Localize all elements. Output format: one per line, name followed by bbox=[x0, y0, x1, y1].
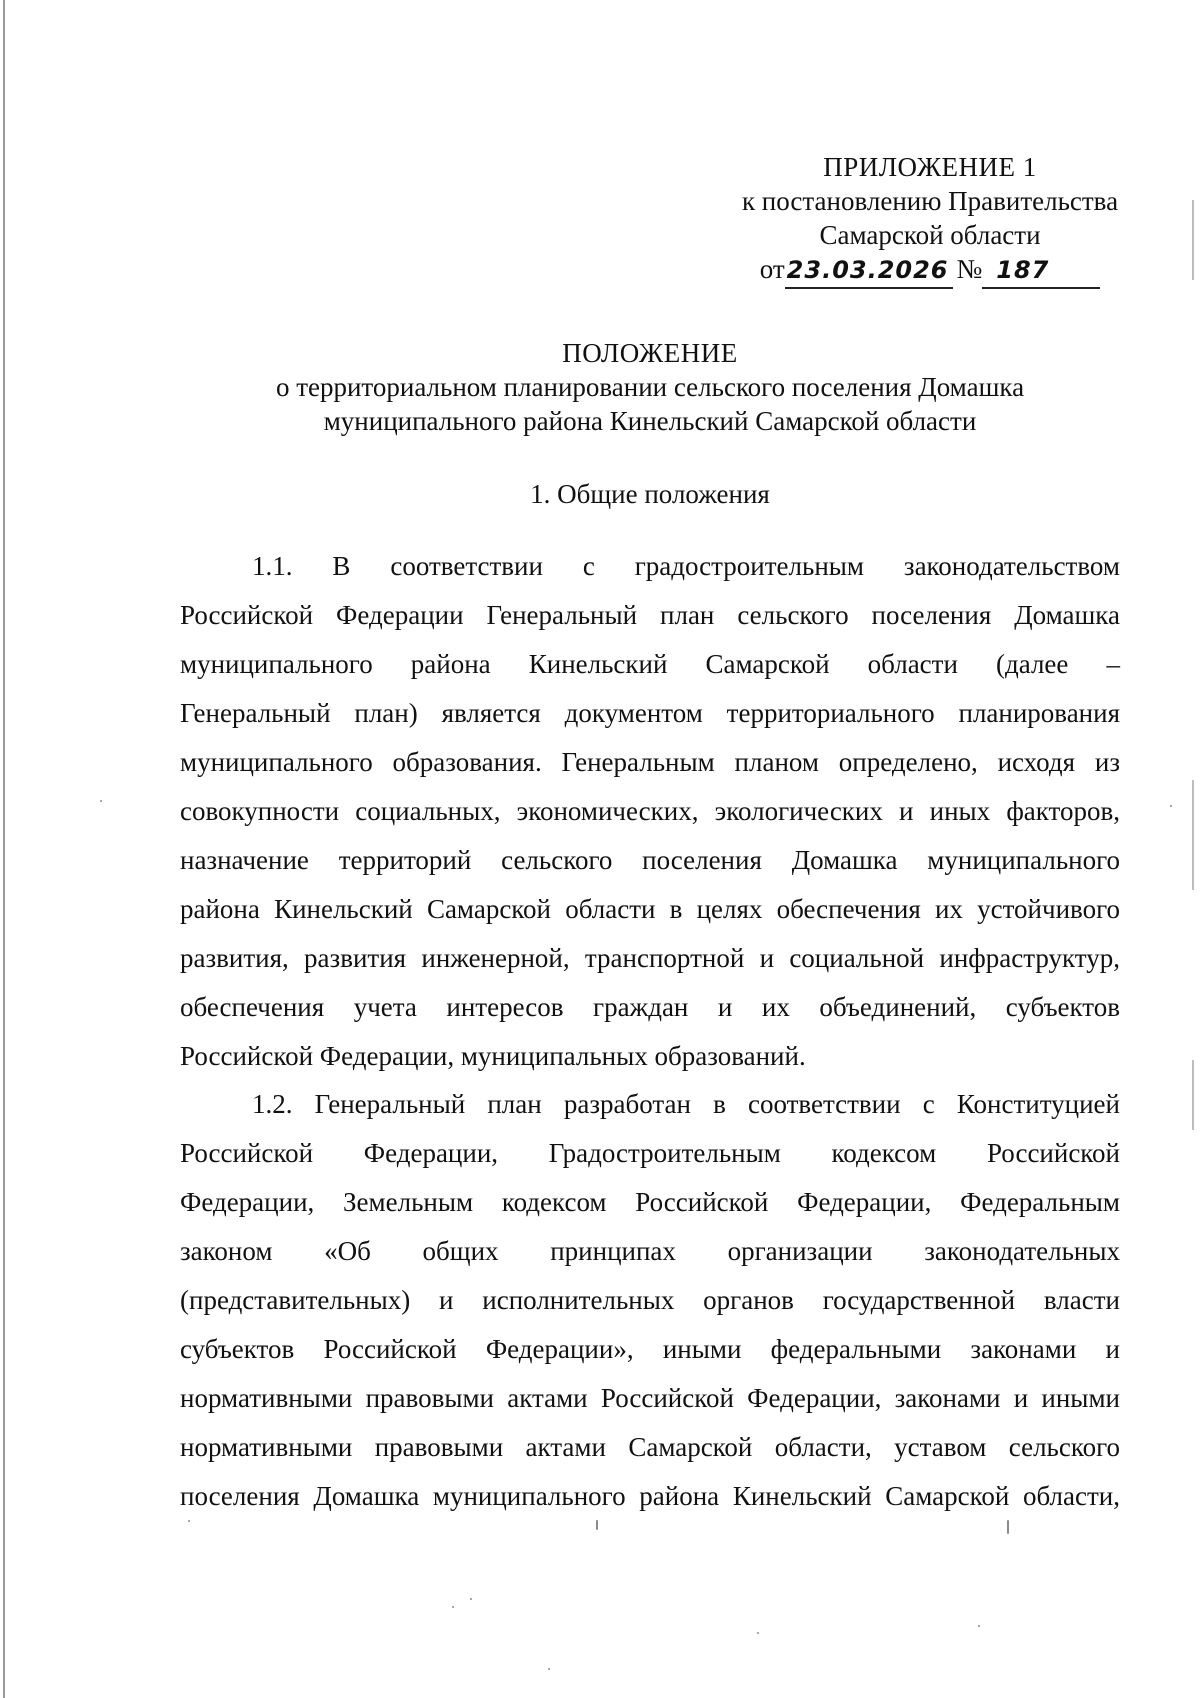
paragraph-line: субъектов Российской Федерации», иными федеральными законами и bbox=[180, 1334, 1120, 1364]
document-title-block bbox=[180, 336, 1120, 438]
paragraph-line: нормативными правовыми актами Российской Федерации, законами и иными bbox=[180, 1383, 1120, 1413]
scan-mark bbox=[1192, 1060, 1194, 1130]
handwritten-number: 187 bbox=[982, 253, 1100, 289]
scan-speck bbox=[452, 1606, 454, 1608]
paragraph-line: Российской Федерации, Градостроительным кодексом Российской bbox=[180, 1138, 1120, 1168]
paragraph-line: законом «Об общих принципах организации законодательных bbox=[180, 1236, 1120, 1266]
scan-speck bbox=[548, 1668, 550, 1670]
scan-mark bbox=[1192, 780, 1194, 890]
paragraph-line: муниципального района Кинельский Самарской области (далее – bbox=[180, 649, 1120, 679]
paragraph-1-1 bbox=[180, 542, 1120, 1081]
appendix-dateline bbox=[700, 252, 1160, 289]
paragraph-line: Российской Федерации Генеральный план сельского поселения Домашка bbox=[180, 600, 1120, 630]
appendix-header bbox=[700, 150, 1160, 289]
paragraph-line: нормативными правовыми актами Самарской области, уставом сельского bbox=[180, 1432, 1120, 1462]
scan-speck bbox=[100, 800, 102, 802]
number-prefix: № bbox=[956, 254, 983, 284]
appendix-line-resolution: к постановлению Правительства bbox=[741, 186, 1119, 216]
paragraph-line: обеспечения учета интересов граждан и их объединений, субъектов bbox=[180, 992, 1120, 1022]
paragraph-line: совокупности социальных, экономических, экологических и иных факторов, bbox=[180, 796, 1120, 826]
paragraph-line: Российской Федерации, муниципальных образований. bbox=[180, 1041, 806, 1071]
scan-speck bbox=[757, 1632, 759, 1634]
paragraph-line: Федерации, Земельным кодексом Российской Федерации, Федеральным bbox=[180, 1187, 1120, 1217]
paragraph-line: (представительных) и исполнительных органов государственной власти bbox=[180, 1285, 1120, 1315]
section-heading: 1. Общие положения bbox=[530, 479, 770, 509]
paragraph-line: Генеральный план) является документом территориального планирования bbox=[180, 698, 1120, 728]
scan-speck bbox=[596, 1520, 598, 1530]
scan-speck bbox=[1170, 805, 1172, 807]
scan-speck bbox=[470, 1598, 472, 1600]
paragraph-line: назначение территорий сельского поселения Домашка муниципального bbox=[180, 845, 1120, 875]
scan-mark bbox=[1192, 200, 1194, 280]
paragraph-line: развития, развития инженерной, транспортной и социальной инфраструктур, bbox=[180, 943, 1120, 973]
handwritten-date: 23.03.2026 bbox=[785, 253, 953, 289]
date-prefix: от bbox=[759, 254, 785, 284]
scan-speck bbox=[1007, 1520, 1009, 1534]
paragraph-line: 1.2. Генеральный план разработан в соответствии с Конституцией bbox=[252, 1089, 1120, 1119]
dateline bbox=[760, 252, 1101, 289]
paragraph-line: муниципального образования. Генеральным планом определено, исходя из bbox=[180, 747, 1120, 777]
document-subtitle-line2: муниципального района Кинельский Самарской области bbox=[323, 406, 977, 436]
document-title: ПОЛОЖЕНИЕ bbox=[562, 338, 738, 368]
document-subtitle-line1: о территориальном планировании сельского поселения Домашка bbox=[275, 372, 1025, 402]
scan-edge-left bbox=[3, 0, 5, 1698]
paragraph-line: района Кинельский Самарской области в целях обеспечения их устойчивого bbox=[180, 894, 1120, 924]
paragraph-1-2 bbox=[180, 1080, 1120, 1521]
appendix-line-region: Самарской области bbox=[819, 220, 1041, 250]
paragraph-line: поселения Домашка муниципального района Кинельский Самарской области, bbox=[180, 1481, 1120, 1511]
appendix-title: ПРИЛОЖЕНИЕ 1 bbox=[823, 152, 1037, 182]
paragraph-line: 1.1. В соответствии с градостроительным законодательством bbox=[252, 551, 1120, 581]
scan-speck bbox=[978, 1625, 980, 1627]
